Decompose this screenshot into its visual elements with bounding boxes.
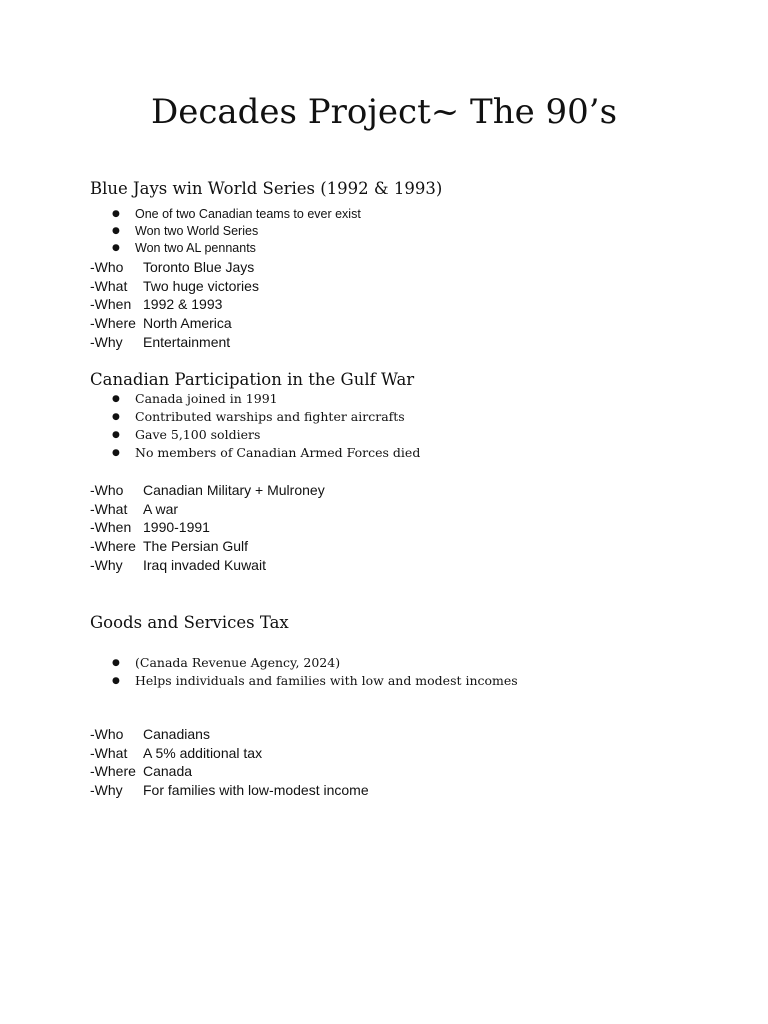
five-w-value: Toronto Blue Jays xyxy=(143,259,255,275)
five-w-row xyxy=(90,725,369,744)
five-w-label: -Where xyxy=(90,763,136,780)
list-item: ● (Canada Revenue Agency, 2024) xyxy=(90,654,518,672)
five-w-list-gst xyxy=(90,725,369,800)
five-w-value: North America xyxy=(143,315,232,332)
five-w-value: Two huge victories xyxy=(143,277,259,294)
bullet-list-blue-jays xyxy=(90,206,361,257)
five-w-label: -Who xyxy=(90,259,124,275)
section-heading-blue-jays: Blue Jays win World Series (1992 & 1993) xyxy=(90,179,443,198)
five-w-row xyxy=(90,500,325,519)
five-w-label: -When xyxy=(90,519,132,536)
page-title: Decades Project~ The 90’s xyxy=(150,92,618,132)
five-w-value: 1992 & 1993 xyxy=(143,296,223,313)
five-w-value: Canadians xyxy=(143,726,210,742)
five-w-value: Entertainment xyxy=(143,333,231,350)
five-w-row xyxy=(90,333,259,352)
section-heading-gulf-war: Canadian Participation in the Gulf War xyxy=(90,370,415,389)
list-item: ● Canada joined in 1991 xyxy=(90,390,420,408)
five-w-label: -Who xyxy=(90,726,124,742)
bullet-list-gulf-war xyxy=(90,390,420,462)
five-w-value: Canadian Military + Mulroney xyxy=(143,482,325,498)
bullet-list-gst xyxy=(90,654,518,690)
list-item: ● Contributed warships and fighter aircrafts xyxy=(90,408,420,426)
five-w-label: -What xyxy=(90,277,128,294)
five-w-row xyxy=(90,481,325,500)
section-heading-gst: Goods and Services Tax xyxy=(90,613,289,632)
five-w-row xyxy=(90,295,259,314)
five-w-label: -Why xyxy=(90,782,123,799)
five-w-row xyxy=(90,258,259,277)
list-item: ● Gave 5,100 soldiers xyxy=(90,426,420,444)
five-w-value: 1990-1991 xyxy=(143,519,210,536)
five-w-value: For families with low-modest income xyxy=(143,782,369,799)
five-w-label: -Where xyxy=(90,315,136,332)
five-w-row xyxy=(90,781,369,800)
five-w-row xyxy=(90,762,369,781)
five-w-label: -Who xyxy=(90,482,124,498)
five-w-label: -When xyxy=(90,296,132,313)
five-w-label: -Where xyxy=(90,538,136,555)
five-w-value: A 5% additional tax xyxy=(143,744,263,761)
list-item: ● Helps individuals and families with low and modest incomes xyxy=(90,672,518,690)
five-w-label: -Why xyxy=(90,556,123,573)
five-w-list-gulf-war xyxy=(90,481,325,575)
five-w-row xyxy=(90,537,325,556)
five-w-value: A war xyxy=(143,500,179,517)
list-item: ● Won two World Series xyxy=(90,223,361,240)
five-w-value: Iraq invaded Kuwait xyxy=(143,556,266,573)
list-item: ● Won two AL pennants xyxy=(90,240,361,257)
five-w-row xyxy=(90,314,259,333)
five-w-label: -What xyxy=(90,744,128,761)
five-w-row xyxy=(90,556,325,575)
five-w-label: -Why xyxy=(90,333,123,350)
list-item: ● No members of Canadian Armed Forces died xyxy=(90,444,420,462)
five-w-row xyxy=(90,518,325,537)
five-w-value: The Persian Gulf xyxy=(143,538,249,555)
five-w-row xyxy=(90,277,259,296)
five-w-label: -What xyxy=(90,500,128,517)
five-w-list-blue-jays xyxy=(90,258,259,352)
five-w-value: Canada xyxy=(143,763,193,780)
five-w-row xyxy=(90,744,369,763)
list-item: ● One of two Canadian teams to ever exist xyxy=(90,206,361,223)
